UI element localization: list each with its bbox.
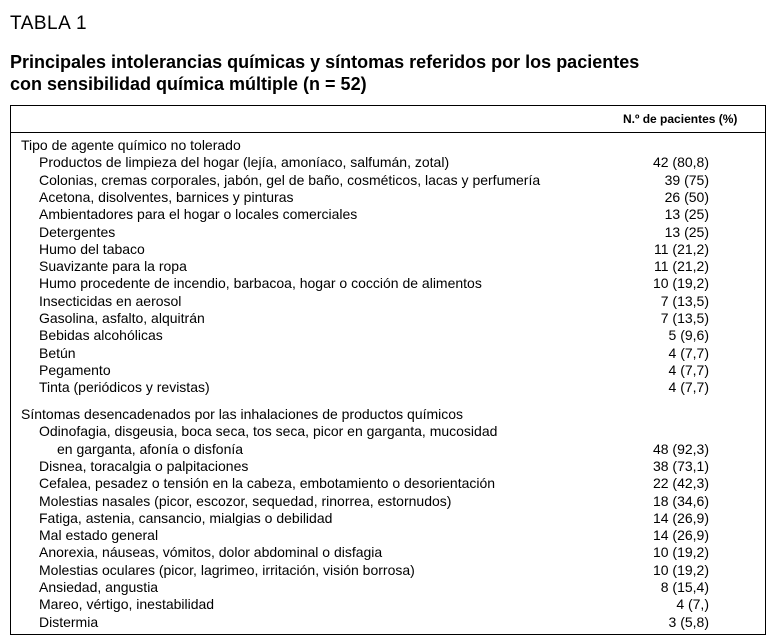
table-header-row [11,106,765,133]
row-value: 4 (7,) [676,596,709,613]
table-row [11,310,765,327]
row-value: 22 (42,3) [652,475,709,492]
table-row [11,275,765,292]
table-row [11,362,765,379]
title-line-1: Principales intolerancias químicas y síntomas referidos por los pacientes [10,52,640,72]
table-row [11,493,765,510]
table-row [11,224,765,241]
data-table [10,105,766,635]
row-label: Distermia [39,613,99,630]
table-row [11,327,765,344]
table-title [10,51,770,95]
row-label: Gasolina, asfalto, alquitrán [39,310,205,326]
row-label: Productos de limpieza del hogar (lejía, amoníaco, salfumán, zotal) [39,154,450,171]
row-label: Humo del tabaco [39,240,145,257]
row-label: Colonias, cremas corporales, jabón, gel de baño, cosméticos, lacas y perfumería [39,171,541,188]
row-label: Pegamento [39,361,111,378]
row-label: Ansiedad, angustia [39,579,159,595]
row-value: 10 (19,2) [652,561,709,578]
section-heading-label: Síntomas desencadenados por las inhalaciones de productos químicos [21,406,464,422]
row-value: 13 (25) [664,223,709,240]
row-value: 4 (7,7) [668,379,709,396]
table-label: TABLA 1 [10,13,88,34]
table-row [11,458,765,475]
row-value: 4 (7,7) [668,344,709,361]
row-label: Molestias oculares (picor, lagrimeo, irritación, visión borrosa) [39,561,415,578]
row-value: 14 (26,9) [652,509,709,526]
row-value: 26 (50) [664,188,709,205]
table-row [11,206,765,223]
table-row [11,379,765,396]
row-label: Humo procedente de incendio, barbacoa, hogar o cocción de alimentos [39,275,482,292]
row-label: Mareo, vértigo, inestabilidad [39,596,215,613]
table-row-line-1 [11,423,765,440]
row-label: Fatiga, astenia, cansancio, mialgias o debilidad [39,509,333,526]
row-label: Detergentes [39,223,116,240]
table-row [11,189,765,206]
row-label: Anorexia, náuseas, vómitos, dolor abdominal o disfagia [39,544,383,561]
table-row [11,596,765,613]
row-label-continued: en garganta, afonía o disfonía [57,440,244,457]
row-value: 10 (19,2) [652,544,709,561]
row-label: Insecticidas en aerosol [39,292,182,309]
table-row [11,345,765,362]
row-value: 38 (73,1) [652,457,709,474]
table-row [11,475,765,492]
row-value: 11 (21,2) [654,240,709,257]
table-row [11,241,765,258]
title-line-2: con sensibilidad química múltiple (n = 52) [10,74,367,94]
row-label: Bebidas alcohólicas [39,327,163,344]
table-row [11,527,765,544]
row-label: Ambientadores para el hogar o locales comerciales [39,206,358,223]
row-label: Acetona, disolventes, barnices y pinturas [39,188,294,205]
row-label: Odinofagia, disgeusia, boca seca, tos seca, picor en garganta, mucosidad [39,423,498,440]
row-label: Suavizante para la ropa [39,258,187,275]
row-label: Cefalea, pesadez o tensión en la cabeza, embotamiento o desorientación [39,475,496,492]
section-heading-label: Tipo de agente químico no tolerado [21,137,241,153]
column-header-patients: N.º de pacientes (%) [623,112,738,126]
table-row [11,510,765,527]
row-value: 13 (25) [664,206,709,223]
table-row [11,579,765,596]
table-row [11,172,765,189]
table-row [11,562,765,579]
row-value: 3 (5,8) [668,613,709,630]
row-value: 5 (9,6) [668,327,709,344]
row-value: 39 (75) [664,171,709,188]
row-value: 48 (92,3) [652,440,709,457]
row-label: Tinta (periódicos y revistas) [39,379,210,396]
row-label: Betún [39,344,76,361]
row-label: Molestias nasales (picor, escozor, sequedad, rinorrea, estornudos) [39,492,452,509]
row-value: 7 (13,5) [660,310,709,326]
row-value: 10 (19,2) [652,275,709,292]
row-value: 42 (80,8) [652,154,709,171]
row-value: 18 (34,6) [652,492,709,509]
row-label: Disnea, toracalgia o palpitaciones [39,457,249,474]
row-value: 14 (26,9) [652,527,709,544]
table-row [11,258,765,275]
section-heading-agents [11,137,765,154]
table-row [11,544,765,561]
row-label: Mal estado general [39,527,159,544]
table-row-line-2 [11,441,765,458]
table-row [11,614,765,631]
row-value: 4 (7,7) [668,361,709,378]
section-heading-symptoms [11,406,765,423]
table-row [11,293,765,310]
row-value: 7 (13,5) [660,292,709,309]
row-value: 8 (15,4) [660,579,709,595]
row-value: 11 (21,2) [654,258,709,275]
table-row [11,154,765,171]
